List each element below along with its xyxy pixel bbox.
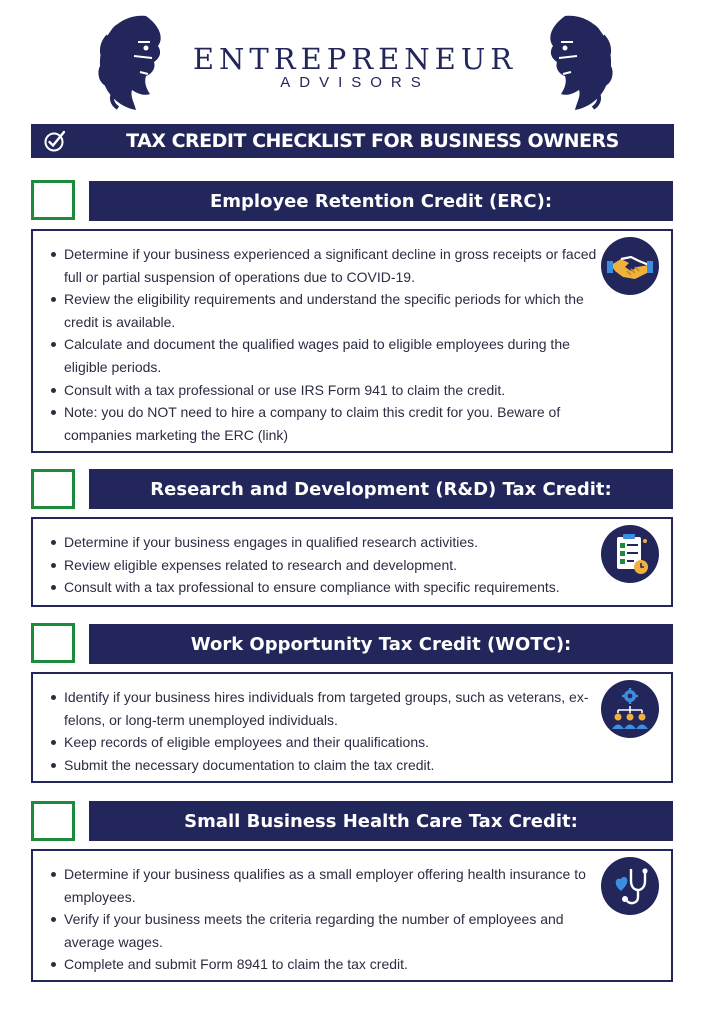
- checklist-clipboard-icon: [601, 525, 659, 583]
- list-item: Determine if your business engages in qualified research activities.: [49, 531, 609, 554]
- stethoscope-heart-icon: [601, 857, 659, 915]
- page-title: TAX CREDIT CHECKLIST FOR BUSINESS OWNERS: [126, 130, 619, 152]
- section-heading-wotc: Work Opportunity Tax Credit (WOTC):: [89, 624, 673, 664]
- section-checkbox-wotc[interactable]: [31, 623, 75, 663]
- section-heading-rnd: Research and Development (R&D) Tax Credit:: [89, 469, 673, 509]
- section-box-health: [31, 849, 673, 982]
- list-item: Keep records of eligible employees and their qualifications.: [49, 731, 609, 754]
- list-item: Determine if your business experienced a significant decline in gross receipts or faced full or partial suspension of operations due to COVID-19.: [49, 243, 609, 288]
- list-item: Calculate and document the qualified wages paid to eligible employees during the eligible periods.: [49, 333, 609, 378]
- section-heading-erc: Employee Retention Credit (ERC):: [89, 181, 673, 221]
- section-box-erc: [31, 229, 673, 453]
- bullet-list: [49, 686, 609, 776]
- list-item: Consult with a tax professional to ensure compliance with specific requirements.: [49, 576, 609, 599]
- list-item: Review the eligibility requirements and understand the specific periods for which the credit is available.: [49, 288, 609, 333]
- section-box-rnd: [31, 517, 673, 607]
- brand-name: ENTREPRENEUR: [192, 42, 518, 76]
- bullet-list: [49, 243, 609, 446]
- section-heading-health: Small Business Health Care Tax Credit:: [89, 801, 673, 841]
- team-gear-icon: [601, 680, 659, 738]
- section-checkbox-erc[interactable]: [31, 180, 75, 220]
- list-item: Complete and submit Form 8941 to claim the tax credit.: [49, 953, 609, 976]
- bullet-list: [49, 863, 609, 976]
- list-item: Determine if your business qualifies as a small employer offering health insurance to employees.: [49, 863, 609, 908]
- list-item: Verify if your business meets the criteria regarding the number of employees and average wages.: [49, 908, 609, 953]
- section-checkbox-rnd[interactable]: [31, 469, 75, 509]
- lion-logo-icon: [94, 12, 174, 112]
- list-item: Submit the necessary documentation to claim the tax credit.: [49, 754, 609, 777]
- list-item: Identify if your business hires individuals from targeted groups, such as veterans, ex-felons, or long-term unemployed individuals.: [49, 686, 609, 731]
- bullet-list: [49, 531, 609, 599]
- list-item: Consult with a tax professional or use IRS Form 941 to claim the credit.: [49, 379, 609, 402]
- list-item: Review eligible expenses related to research and development.: [49, 554, 609, 577]
- brand-tagline: ADVISORS: [280, 74, 430, 91]
- lion-logo-icon: [537, 12, 617, 112]
- handshake-icon: [601, 237, 659, 295]
- section-checkbox-health[interactable]: [31, 801, 75, 841]
- section-box-wotc: [31, 672, 673, 783]
- list-item: Note: you do NOT need to hire a company to claim this credit for you. Beware of companies marketing the ERC (link): [49, 401, 609, 446]
- title-banner: [31, 124, 674, 158]
